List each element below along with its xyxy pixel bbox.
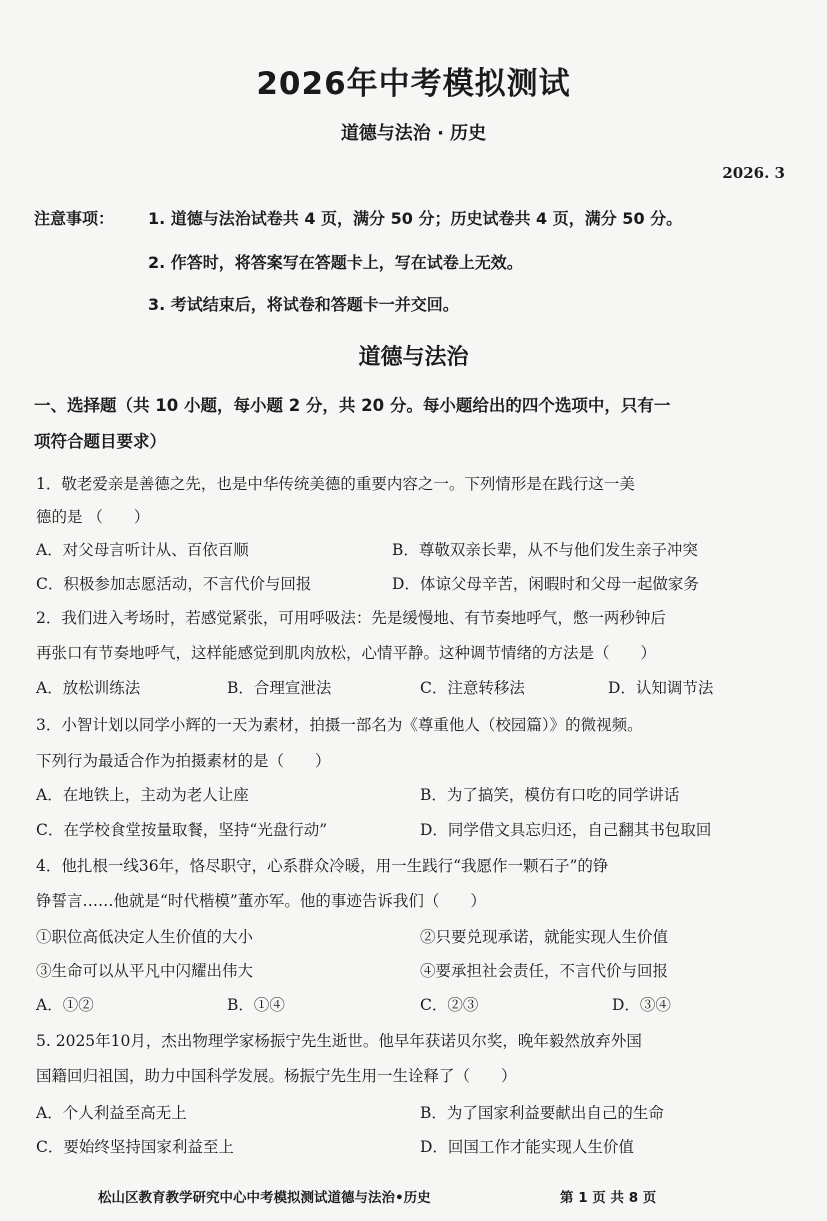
question-statement: ①职位高低决定人生价值的大小 (36, 928, 254, 946)
question-statement: ②只要兑现承诺，就能实现人生价值 (420, 928, 669, 946)
question-stem: 国籍回归祖国，助力中国科学发展。杨振宁先生用一生诠释了（ ） (36, 1067, 517, 1085)
footer-source: 松山区教育教学研究中心中考模拟测试道德与法治•历史 (98, 1190, 431, 1206)
question-option: B．①④ (227, 996, 285, 1014)
question-option: D．同学借文具忘归还，自己翻其书包取回 (420, 821, 712, 839)
question-option: D．回国工作才能实现人生价值 (420, 1138, 634, 1156)
exam-title: 2026年中考模拟测试 (256, 66, 571, 102)
question-option: C．要始终坚持国家利益至上 (36, 1138, 234, 1156)
question-stem: 德的是 （ ） (36, 508, 150, 526)
question-statement: ③生命可以从平凡中闪耀出伟大 (36, 962, 254, 980)
question-stem: 下列行为最适合作为拍摄素材的是（ ） (36, 752, 331, 770)
question-option: D．认知调节法 (608, 679, 714, 697)
section-title: 道德与法治 (358, 345, 469, 370)
question-option: A．放松训练法 (36, 679, 141, 697)
question-option: A．对父母言听计从、百依百顺 (36, 541, 249, 559)
question-option: C．在学校食堂按量取餐，坚持“光盘行动” (36, 821, 328, 839)
question-option: B．为了国家利益要献出自己的生命 (420, 1104, 664, 1122)
notice-label: 注意事项： (34, 209, 115, 228)
question-statement: ④要承担社会责任，不言代价与回报 (420, 962, 669, 980)
notice-item: 3. 考试结束后，将试卷和答题卡一并交回。 (148, 295, 459, 314)
question-stem: 2．我们进入考场时，若感觉紧张，可用呼吸法：先是缓慢地、有节奏地呼气，憋一两秒钟后 (36, 609, 666, 627)
question-option: B．为了搞笑，模仿有口吃的同学讲话 (420, 786, 680, 804)
exam-subtitle: 道德与法治 · 历史 (340, 123, 487, 144)
part-heading: 一、选择题（共 10 小题，每小题 2 分，共 20 分。每小题给出的四个选项中，只有一 (34, 396, 671, 415)
question-option: C．积极参加志愿活动，不言代价与回报 (36, 575, 312, 593)
notice-item: 2. 作答时，将答案写在答题卡上，写在试卷上无效。 (148, 253, 523, 272)
question-stem: 1．敬老爱亲是善德之先，也是中华传统美德的重要内容之一。下列情形是在践行这一美 (36, 475, 635, 493)
part-heading-cont: 项符合题目要求） (34, 432, 166, 451)
question-stem: 5. 2025年10月，杰出物理学家杨振宁先生逝世。他早年获诺贝尔奖，晚年毅然放弃外国 (36, 1032, 642, 1050)
question-stem: 再张口有节奏地呼气，这样能感觉到肌肉放松，心情平静。这种调节情绪的方法是（ ） (36, 644, 657, 662)
question-option: A．在地铁上，主动为老人让座 (36, 786, 249, 804)
question-option: C．注意转移法 (420, 679, 525, 697)
footer-page-number: 第 1 页 共 8 页 (560, 1190, 657, 1206)
question-option: B．尊敬双亲长辈，从不与他们发生亲子冲突 (392, 541, 698, 559)
question-option: D．③④ (612, 996, 671, 1014)
question-stem: 铮誓言……他就是“时代楷模”董亦军。他的事迹告诉我们（ ） (36, 892, 486, 910)
question-option: A．个人利益至高无上 (36, 1104, 187, 1122)
question-option: C．②③ (420, 996, 479, 1014)
exam-date: 2026. 3 (722, 164, 785, 182)
question-option: A．①② (36, 996, 94, 1014)
question-option: D．体谅父母辛苦，闲暇时和父母一起做家务 (392, 575, 699, 593)
notice-item: 1. 道德与法治试卷共 4 页，满分 50 分；历史试卷共 4 页，满分 50 分。 (148, 209, 683, 228)
question-stem: 3．小智计划以同学小辉的一天为素材，拍摄一部名为《尊重他人（校园篇）》的微视频。 (36, 716, 643, 734)
question-option: B．合理宣泄法 (227, 679, 332, 697)
question-stem: 4．他扎根一线36年，恪尽职守，心系群众冷暖，用一生践行“我愿作一颗石子”的铮 (36, 857, 609, 875)
